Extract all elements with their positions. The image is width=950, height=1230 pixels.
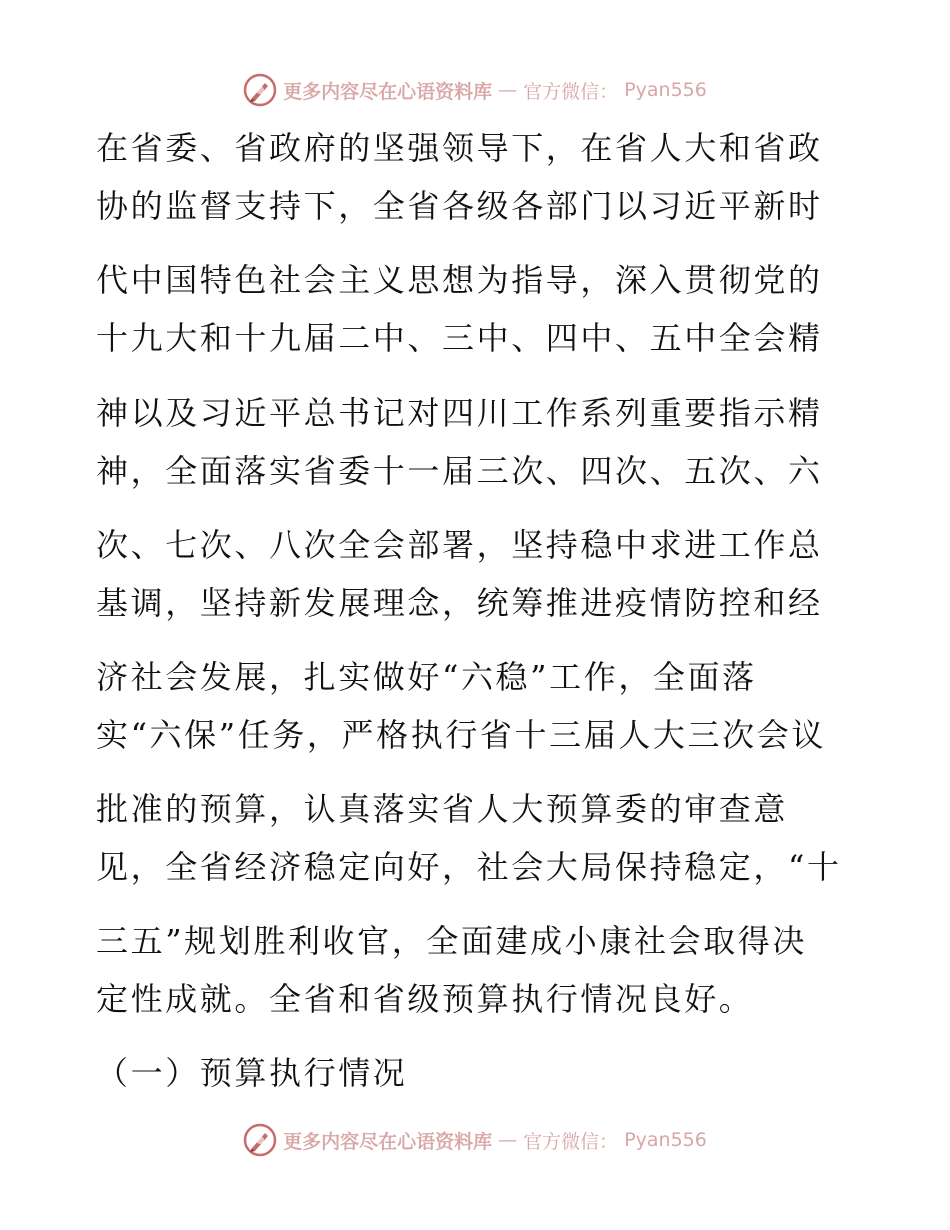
footer-wechat-id: Pyan556 (624, 1129, 707, 1151)
header-wechat-label: 官方微信： (523, 80, 619, 103)
footer-separator: — (498, 1129, 518, 1151)
text-line: 次、七次、八次全会部署，坚持稳中求进工作总 (96, 526, 823, 564)
text-line: 济社会发展，扎实做好“六稳”工作，全面落 (96, 658, 757, 696)
text-line: 见，全省经济稳定向好，社会大局保持稳定，“十 (96, 848, 842, 886)
pen-logo-icon (243, 73, 277, 107)
text-line: 神，全面落实省委十一届三次、四次、五次、六 (96, 452, 823, 490)
header-banner (0, 70, 950, 110)
text-line: 在省委、省政府的坚强领导下，在省人大和省政 (96, 129, 823, 167)
text-line: 神以及习近平总书记对四川工作系列重要指示精 (96, 394, 823, 432)
footer-wechat-label: 官方微信： (523, 1130, 619, 1153)
text-line: 十九大和十九届二中、三中、四中、五中全会精 (96, 319, 823, 357)
text-line: 三五”规划胜利收官，全面建成小康社会取得决 (96, 922, 807, 960)
text-line: 基调，坚持新发展理念，统筹推进疫情防控和经 (96, 584, 823, 622)
pen-logo-icon (243, 1123, 277, 1157)
footer-banner (0, 1120, 950, 1160)
text-line: 批准的预算，认真落实省人大预算委的审查意 (96, 790, 789, 828)
text-line: 协的监督支持下，全省各级各部门以习近平新时 (96, 187, 823, 225)
section-heading: （一）预算执行情况 (96, 1054, 408, 1092)
footer-brand: 更多内容尽在心语资料库 (283, 1130, 493, 1153)
header-wechat-id: Pyan556 (624, 79, 707, 101)
header-separator: — (498, 79, 518, 101)
text-line: 实“六保”任务，严格执行省十三届人大三次会议 (96, 716, 826, 754)
text-line: 定性成就。全省和省级预算执行情况良好。 (96, 980, 754, 1018)
text-line: 代中国特色社会主义思想为指导，深入贯彻党的 (96, 261, 823, 299)
header-brand: 更多内容尽在心语资料库 (283, 80, 493, 103)
